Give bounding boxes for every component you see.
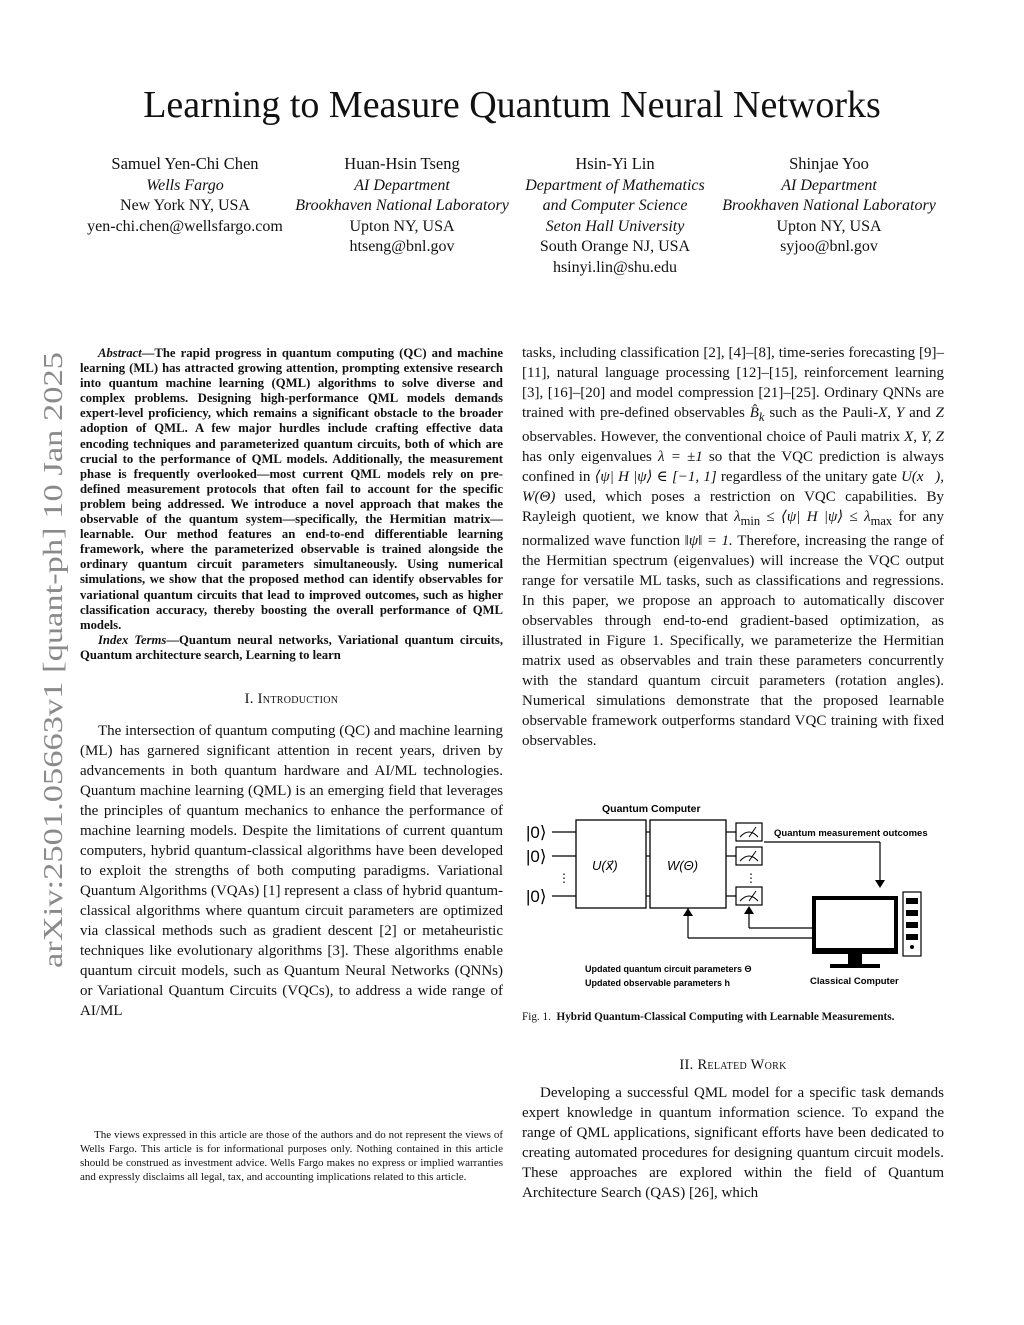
footnote: The views expressed in this article are those of the authors and do not represent the views of Wells Fargo. This article is for informational purposes only. Nothing contained in this article should be construed as investment advice. Wells Fargo makes no express or implied warranties and expressly disclaims all legal, tax, and accounting implications related to this article. <box>80 1129 503 1183</box>
ket-zero-2: |0⟩ <box>526 847 547 866</box>
author-name: Samuel Yen-Chi Chen <box>111 154 259 173</box>
ket-zero-3: |0⟩ <box>526 887 547 906</box>
author-location: Upton NY, USA <box>776 217 882 235</box>
author-affiliation: and Computer Science <box>542 197 688 214</box>
variational-gate-label: W(Θ) <box>667 858 699 873</box>
qubit-dots: ⋮ <box>558 871 570 885</box>
author-affiliation: Brookhaven National Laboratory <box>295 197 509 214</box>
outcome-arrowhead <box>875 880 885 888</box>
arxiv-id-text: arXiv:2501.05663v1 [quant-ph] 10 Jan 2025 <box>37 476 68 968</box>
caption-text: Hybrid Quantum-Classical Computing with Learnable Measurements. <box>556 1011 895 1023</box>
intro-continued-paragraph: tasks, including classification [2], [4]–[8], time-series forecasting [9]–[11], natural language processing [12]–[15], reinforcement learning [3], [16]–[20] and model compression [21]–[25]. Ordinary QNNs are trained with pre-defined observables $B̂_k$ such as the Pauli-X, Y and Z observables. However, the conventional choice of Pauli matrix X, Y, Z has only eigenvalues λ = ±1 so that the VQC prediction is always confined in ⟨ψ| H |ψ⟩ ∈ [−1, 1] regardless of the unitary gate U(x⃗), W(Θ) used, which poses a restriction on VQC capabilities. By Rayleigh quotient, we know that $\lambda_{min}$ ≤ ⟨ψ| H |ψ⟩ ≤ $\lambda_{max}$ for any normalized wave function ‖ψ‖ = 1. Therefore, increasing the range of the Hermitian spectrum (eigenvalues) will increase the VQC output range for versatile ML tasks, such as classifications and regressions. In this paper, we propose an approach to automatically discover observables through end-to-end gradient-based optimization, as illustrated in Figure 1. Specifically, we parameterize the Hermitian matrix used as observables and train these parameters concurrently with the standard quantum circuit parameters (rotation angles). Numerical simulations demonstrate that the proposed learnable observable framework outperforms standard VQC training with fixed observables. <box>522 345 945 749</box>
quantum-computer-label: Quantum Computer <box>602 803 701 815</box>
author-location: Upton NY, USA <box>349 217 455 235</box>
abstract-label: Abstract <box>98 346 142 360</box>
feedback-arrowhead-2 <box>744 906 754 914</box>
measurement-outcomes-label: Quantum measurement outcomes <box>774 828 928 839</box>
author-block-2 <box>282 154 522 258</box>
left-column <box>80 346 503 1021</box>
measurement-meter-3 <box>736 887 762 905</box>
section-heading-related-work: II. Related Work <box>679 1057 787 1073</box>
abstract <box>80 346 503 633</box>
author-location: New York NY, USA <box>120 197 250 214</box>
author-email: hsinyi.lin@shu.edu <box>552 258 678 276</box>
paper-title: Learning to Measure Quantum Neural Networks <box>143 84 881 126</box>
index-terms-text: —Quantum neural networks, Variational quantum circuits, Quantum architecture search, Learning to learn <box>80 632 503 662</box>
figure-caption <box>522 1010 944 1024</box>
caption-label: Fig. 1. <box>522 1011 551 1023</box>
author-affiliation: AI Department <box>781 176 877 194</box>
author-email: htseng@bnl.gov <box>349 238 455 255</box>
classical-computer-label: Classical Computer <box>810 976 899 987</box>
author-block-3 <box>505 154 725 278</box>
author-name: Huan-Hsin Tseng <box>344 154 460 173</box>
updated-circuit-params-label: Updated quantum circuit parameters Θ <box>585 964 752 974</box>
encoding-gate-label: U(x⃗) <box>592 858 618 873</box>
author-block-1 <box>70 154 300 237</box>
right-column-bottom <box>522 1045 944 1203</box>
arxiv-identifier <box>12 350 74 970</box>
author-email: syjoo@bnl.gov <box>780 238 878 255</box>
author-name: Shinjae Yoo <box>789 154 869 173</box>
measurement-meter-1 <box>736 823 762 841</box>
meter-dots: ⋮ <box>745 871 757 885</box>
author-affiliation: Seton Hall University <box>545 217 685 235</box>
section-heading-introduction: I. Introduction <box>244 690 339 707</box>
right-column-top <box>522 343 944 751</box>
updated-observable-params-label: Updated observable parameters h <box>585 978 731 988</box>
ket-zero-1: |0⟩ <box>526 823 547 842</box>
index-terms-label: Index Terms <box>98 632 167 647</box>
footnote-block <box>80 1128 503 1184</box>
author-block-4 <box>708 154 950 258</box>
author-location: South Orange NJ, USA <box>539 238 691 255</box>
figure-hybrid-qc-diagram <box>522 800 944 1000</box>
author-affiliation: Brookhaven National Laboratory <box>722 197 936 214</box>
intro-paragraph: The intersection of quantum computing (QC) and machine learning (ML) has garnered significant attention in recent years, driven by advancements in both quantum hardware and AI/ML technologies. Quantum machine learning (QML) is an emerging field that leverages the principles of quantum mechanics to enhance the performance of machine learning models. Despite the limitations of current quantum computers, hybrid quantum-classical algorithms have been developed to exploit the strengths of both computing paradigms. Variational Quantum Algorithms (VQAs) [1] represent a class of hybrid quantum-classical algorithms where quantum circuit parameters are optimized via classical methods such as gradient descent [2] or metaheuristic techniques like evolutionary algorithms [3]. These algorithms enable quantum circuit models, such as Quantum Neural Networks (QNNs) or Variational Quantum Circuits (VQCs), to address a wide range of AI/ML <box>80 722 503 1019</box>
author-affiliation: AI Department <box>354 176 450 194</box>
related-work-paragraph: Developing a successful QML model for a specific task demands expert knowledge in quantum information science. To expand the range of QML applications, significant efforts have been dedicated to creating automated procedures for designing quantum circuit models. These approaches are explored within the field of Quantum Architecture Search (QAS) [26], which <box>522 1085 944 1201</box>
author-name: Hsin-Yi Lin <box>575 154 655 173</box>
feedback-arrowhead-1 <box>683 908 693 916</box>
author-affiliation: Wells Fargo <box>146 176 224 194</box>
author-affiliation: Department of Mathematics <box>525 176 705 194</box>
measurement-meter-2 <box>736 847 762 865</box>
index-terms <box>80 633 503 663</box>
author-email: yen-chi.chen@wellsfargo.com <box>87 217 283 235</box>
abstract-text: —The rapid progress in quantum computing (QC) and machine learning (ML) has attracted growing attention, prompting extensive research into quantum machine learning (QML) algorithms to solve diverse and complex problems. Designing high-performance QML models demands expert-level proficiency, which remains a significant obstacle to the broader adoption of QML. A few major hurdles include crafting effective data encoding techniques and parameterized quantum circuits, both of which are crucial to the performance of QML models. Additionally, the measurement phase is frequently overlooked—most current QML models rely on pre-defined measurement protocols that often fail to account for the specific problem being addressed. We introduce a novel approach that makes the observable of the quantum system—specifically, the Hermitian matrix—learnable. Our method features an end-to-end differentiable learning framework, where the parameterized observable is trained alongside the ordinary quantum circuit parameters simultaneously. Using numerical simulations, we show that the proposed method can identify observables for variational quantum circuits that lead to improved outcomes, such as higher classification accuracy, thereby boosting the overall performance of QML models. <box>80 346 503 632</box>
classical-computer-icon <box>812 892 921 968</box>
